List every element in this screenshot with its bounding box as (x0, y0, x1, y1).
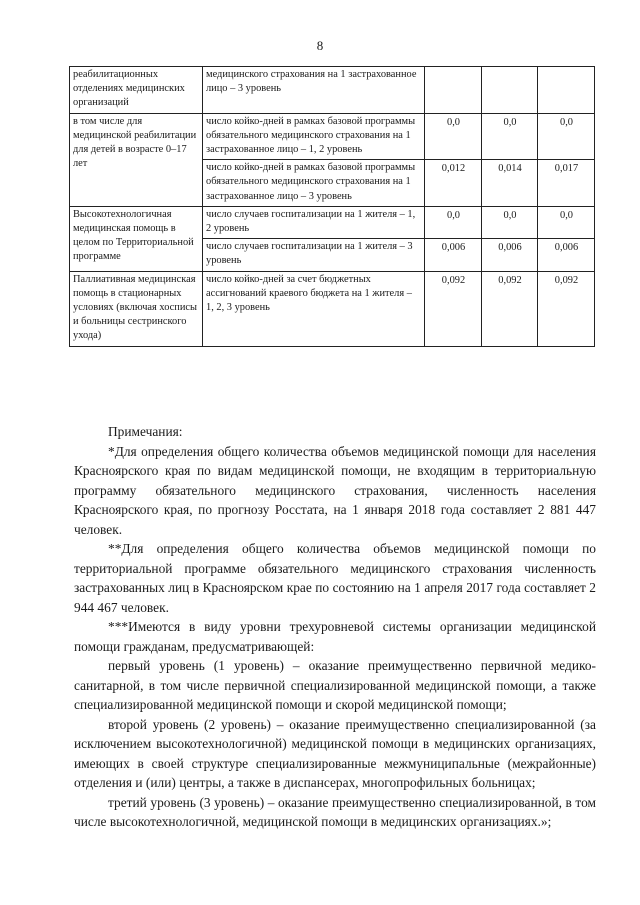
value-cell: 0,0 (425, 113, 482, 160)
value-cell: 0,092 (482, 271, 538, 346)
value-cell: 0,012 (425, 160, 482, 207)
metric-cell: число койко-дней в рамках базовой программы обязательного медицинского страхования на 1 застрахованное лицо – 1, 2 уровень (203, 113, 425, 160)
note-2: **Для определения общего количества объемов медицинской помощи по территориальной программе обязательного медицинского страхования численность застрахованных лиц в Красноярском крае по состоянию на 1 апреля 2017 года составляет 2 944 467 человек. (74, 541, 596, 615)
value-cell: 0,017 (538, 160, 595, 207)
value-cell: 0,006 (425, 239, 482, 271)
volumes-table (69, 66, 595, 347)
value-cell: 0,0 (425, 206, 482, 238)
metric-cell: число случаев госпитализации на 1 жителя – 3 уровень (203, 239, 425, 271)
value-cell (425, 67, 482, 114)
category-cell: Паллиативная медицинская помощь в стационарных условиях (включая хосписы и больницы сестринского ухода) (70, 271, 203, 346)
value-cell: 0,0 (482, 113, 538, 160)
note-1: *Для определения общего количества объемов медицинской помощи для населения Красноярского края по видам медицинской помощи, не входящим в территориальную программу обязательного медицинского страхования, численность населения Красноярского края, по прогнозу Росстата, на 1 января 2018 года составляет 2 881 447 человек. (74, 443, 596, 537)
page-number: 8 (316, 38, 324, 53)
metric-cell: число случаев госпитализации на 1 жителя – 1, 2 уровень (203, 206, 425, 238)
notes-heading: Примечания: (108, 424, 183, 439)
value-cell: 0,0 (538, 113, 595, 160)
value-cell: 0,0 (538, 206, 595, 238)
level-1-description: первый уровень (1 уровень) – оказание преимущественно первичной медико-санитарной, в том числе первичной специализированной медицинской помощи, а также специализированной медицинской помощи и скорой медицинской помощи; (74, 658, 596, 712)
table-row (70, 113, 595, 160)
level-2-description: второй уровень (2 уровень) – оказание преимущественно специализированной (за исключением высокотехнологичной) медицинской помощи в медицинских организациях, имеющих в своей структуре специализированные межмуниципальные (межрайонные) отделения и (или) центры, а также в диспансерах, многопрофильных больницах; (74, 716, 596, 790)
notes-section (74, 422, 596, 832)
value-cell: 0,006 (482, 239, 538, 271)
table-row (70, 206, 595, 238)
value-cell: 0,092 (538, 271, 595, 346)
value-cell: 0,014 (482, 160, 538, 207)
value-cell (482, 67, 538, 114)
level-3-description: третий уровень (3 уровень) – оказание преимущественно специализированной, в том числе высокотехнологичной, медицинской помощи в медицинских организациях.»; (74, 794, 596, 829)
metric-cell: число койко-дней за счет бюджетных ассигнований краевого бюджета на 1 жителя – 1, 2, 3 уровень (203, 271, 425, 346)
value-cell: 0,092 (425, 271, 482, 346)
metric-cell: число койко-дней в рамках базовой программы обязательного медицинского страхования на 1 застрахованное лицо – 3 уровень (203, 160, 425, 207)
table-row (70, 67, 595, 114)
value-cell (538, 67, 595, 114)
value-cell: 0,0 (482, 206, 538, 238)
category-cell: реабилитационных отделениях медицинских организаций (70, 67, 203, 114)
table-row (70, 271, 595, 346)
note-3: ***Имеются в виду уровни трехуровневой системы организации медицинской помощи гражданам, предусматривающей: (74, 619, 596, 654)
value-cell: 0,006 (538, 239, 595, 271)
category-cell: в том числе для медицинской реабилитации для детей в возрасте 0–17 лет (70, 113, 203, 206)
category-cell: Высокотехнологичная медицинская помощь в целом по Территориальной программе (70, 206, 203, 271)
metric-cell: медицинского страхования на 1 застрахованное лицо – 3 уровень (203, 67, 425, 114)
